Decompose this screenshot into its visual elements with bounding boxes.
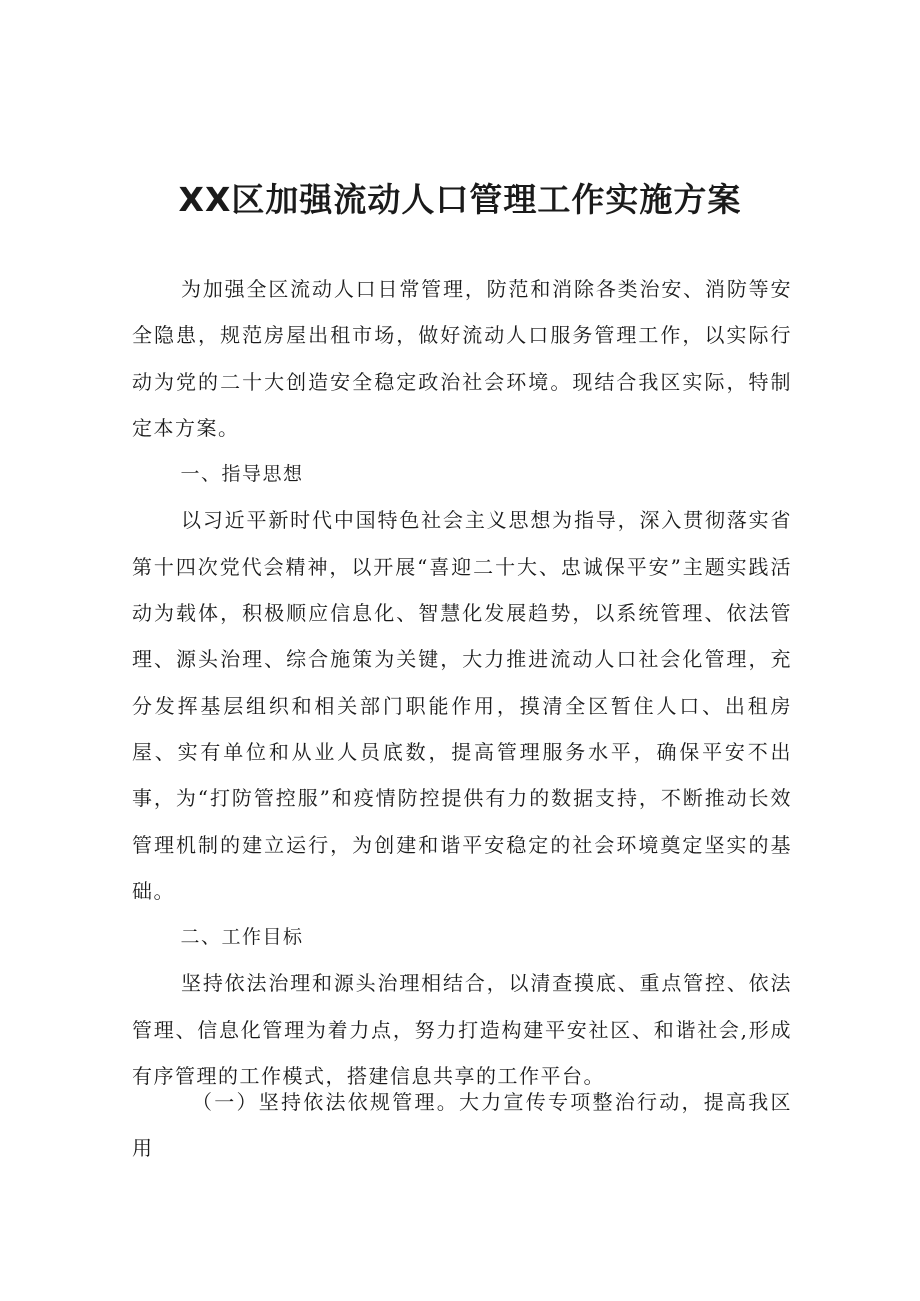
document-body bbox=[132, 266, 792, 1099]
section-body-guiding-ideology: 以习近平新时代中国特色社会主义思想为指导，深入贯彻落实省第十四次党代会精神，以开展“喜迎二十大、忠诚保平安”主题实践活动为载体，积极顺应信息化、智慧化发展趋势，以系统管理、依法管理、源头治理、综合施策为关键，大力推进流动人口社会化管理，充分发挥基层组织和相关部门职能作用，摸清全区暂住人口、出租房屋、实有单位和从业人员底数，提高管理服务水平，确保平安不出事，为“打防管控服”和疫情防控提供有力的数据支持，不断推动长效管理机制的建立运行，为创建和谐平安稳定的社会环境奠定坚实的基础。 bbox=[132, 508, 792, 903]
section-body-work-goals: 坚持依法治理和源头治理相结合，以清查摸底、重点管控、依法管理、信息化管理为着力点，努力打造构建平安社区、和谐社会,形成有序管理的工作模式，搭建信息共享的工作平台。 bbox=[132, 971, 792, 1089]
subsection-paragraph: （一）坚持依法依规管理。大力宣传专项整治行动，提高我区用 bbox=[132, 1090, 792, 1160]
intro-paragraph: 为加强全区流动人口日常管理，防范和消除各类治安、消防等安全隐患，规范房屋出租市场，做好流动人口服务管理工作，以实际行动为党的二十大创造安全稳定政治社会环境。现结合我区实际，特制定本方案。 bbox=[132, 277, 792, 440]
section-heading-work-goals: 二、工作目标 bbox=[180, 926, 304, 949]
document-title: XX区加强流动人口管理工作实施方案 bbox=[178, 180, 742, 219]
section-heading-guiding-ideology: 一、指导思想 bbox=[180, 463, 304, 486]
